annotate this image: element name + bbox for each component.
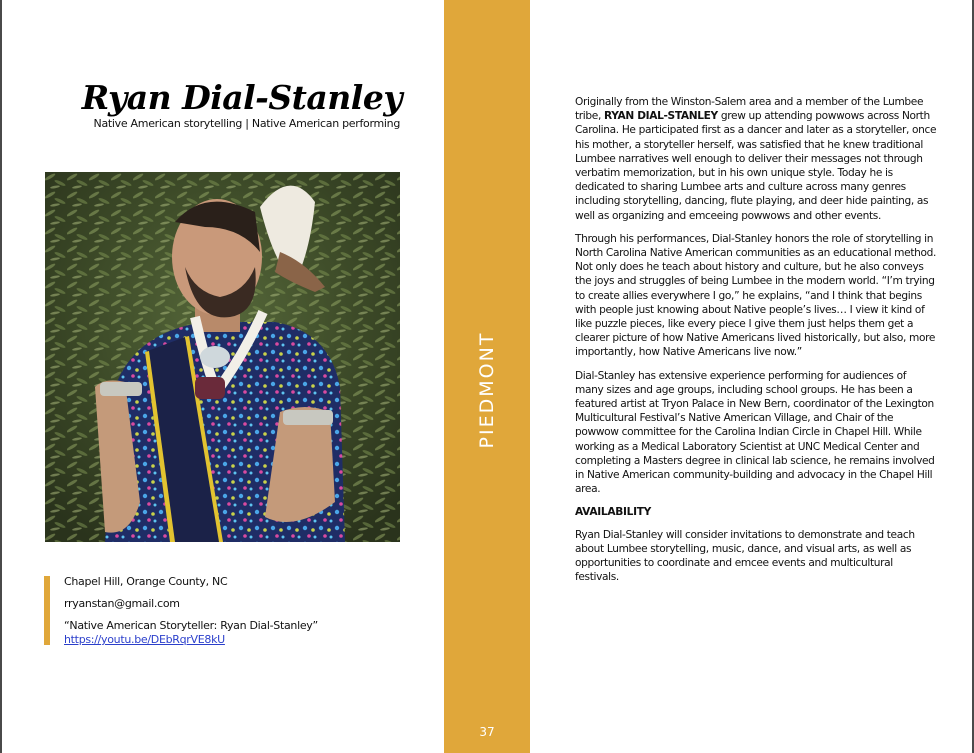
page-edge-left	[0, 0, 2, 753]
artist-name-title: Ryan Dial-Stanley	[81, 78, 402, 117]
video-title: “Native American Storyteller: Ryan Dial-Stanley”	[64, 619, 318, 632]
availability-heading: AVAILABILITY	[575, 506, 652, 519]
artist-portrait-photo	[45, 172, 400, 542]
region-label: PIEDMONT	[476, 331, 498, 449]
contact-email[interactable]: rryanstan@gmail.com	[64, 597, 180, 610]
bio-paragraph-1-rest: grew up attending powwows across North Carolina. He participated first as a dancer and later as a storyteller, once his mother, a storyteller herself, was satisfied that he knew traditional Lumbee narratives well enough to deliver their messages not through verbatim memorization, but in his own unique style. Today he is dedicated to sharing Lumbee arts and culture across many genres including storytelling, dancing, flute playing, and deer hide painting, as well as organizing and emceeing powwows and other events.	[575, 110, 937, 222]
artist-name-bold: RYAN DIAL-STANLEY	[603, 110, 718, 123]
video-link[interactable]: https://youtu.be/DEbRqrVE8kU	[64, 633, 225, 646]
bio-paragraph-2: Through his performances, Dial-Stanley honors the role of storytelling in North Carolina Native American communities as an educational method. Not only does he teach about history and culture, but he also conveys the joys and struggles of being Lumbee in the modern world. “I’m trying to create allies everywhere I go,” he explains, “and I think that begins with people just knowing about Native people’s lives… I view it kind of like puzzle pieces, like every piece I give them just helps them get a clearer picture of how Native Americans lived historically, but also, more importantly, how Native Americans live now.”	[575, 232, 937, 359]
artist-disciplines-subtitle: Native American storytelling | Native American performing	[93, 117, 400, 130]
portrait-illustration	[45, 172, 400, 542]
contact-location: Chapel Hill, Orange County, NC	[64, 575, 228, 588]
availability-text: Ryan Dial-Stanley will consider invitations to demonstrate and teach about Lumbee storytelling, music, dance, and visual arts, as well as opportunities to coordinate and emcee events and multicultural festivals.	[575, 528, 915, 584]
biography-body	[575, 95, 937, 594]
contact-accent-bar	[44, 576, 50, 645]
contact-info-block	[64, 575, 384, 647]
bio-paragraph-1	[575, 95, 937, 223]
page-number: 37	[479, 725, 495, 739]
bio-paragraph-1-lead: Originally from the Winston-Salem area and a member of the Lumbee tribe,	[575, 96, 924, 123]
bio-paragraph-3: Dial-Stanley has extensive experience performing for audiences of many sizes and age groups, including school groups. He has been a featured artist at Tryon Palace in New Bern, coordinator of the Lexington Multicultural Festival’s Native American Village, and Chair of the powwow committee for the Carolina Indian Circle in Chapel Hill. While working as a Medical Laboratory Scientist at UNC Medical Center and completing a Masters degree in clinical lab science, he remains involved in Native American community-building and advocacy in the Chapel Hill area.	[575, 369, 935, 496]
